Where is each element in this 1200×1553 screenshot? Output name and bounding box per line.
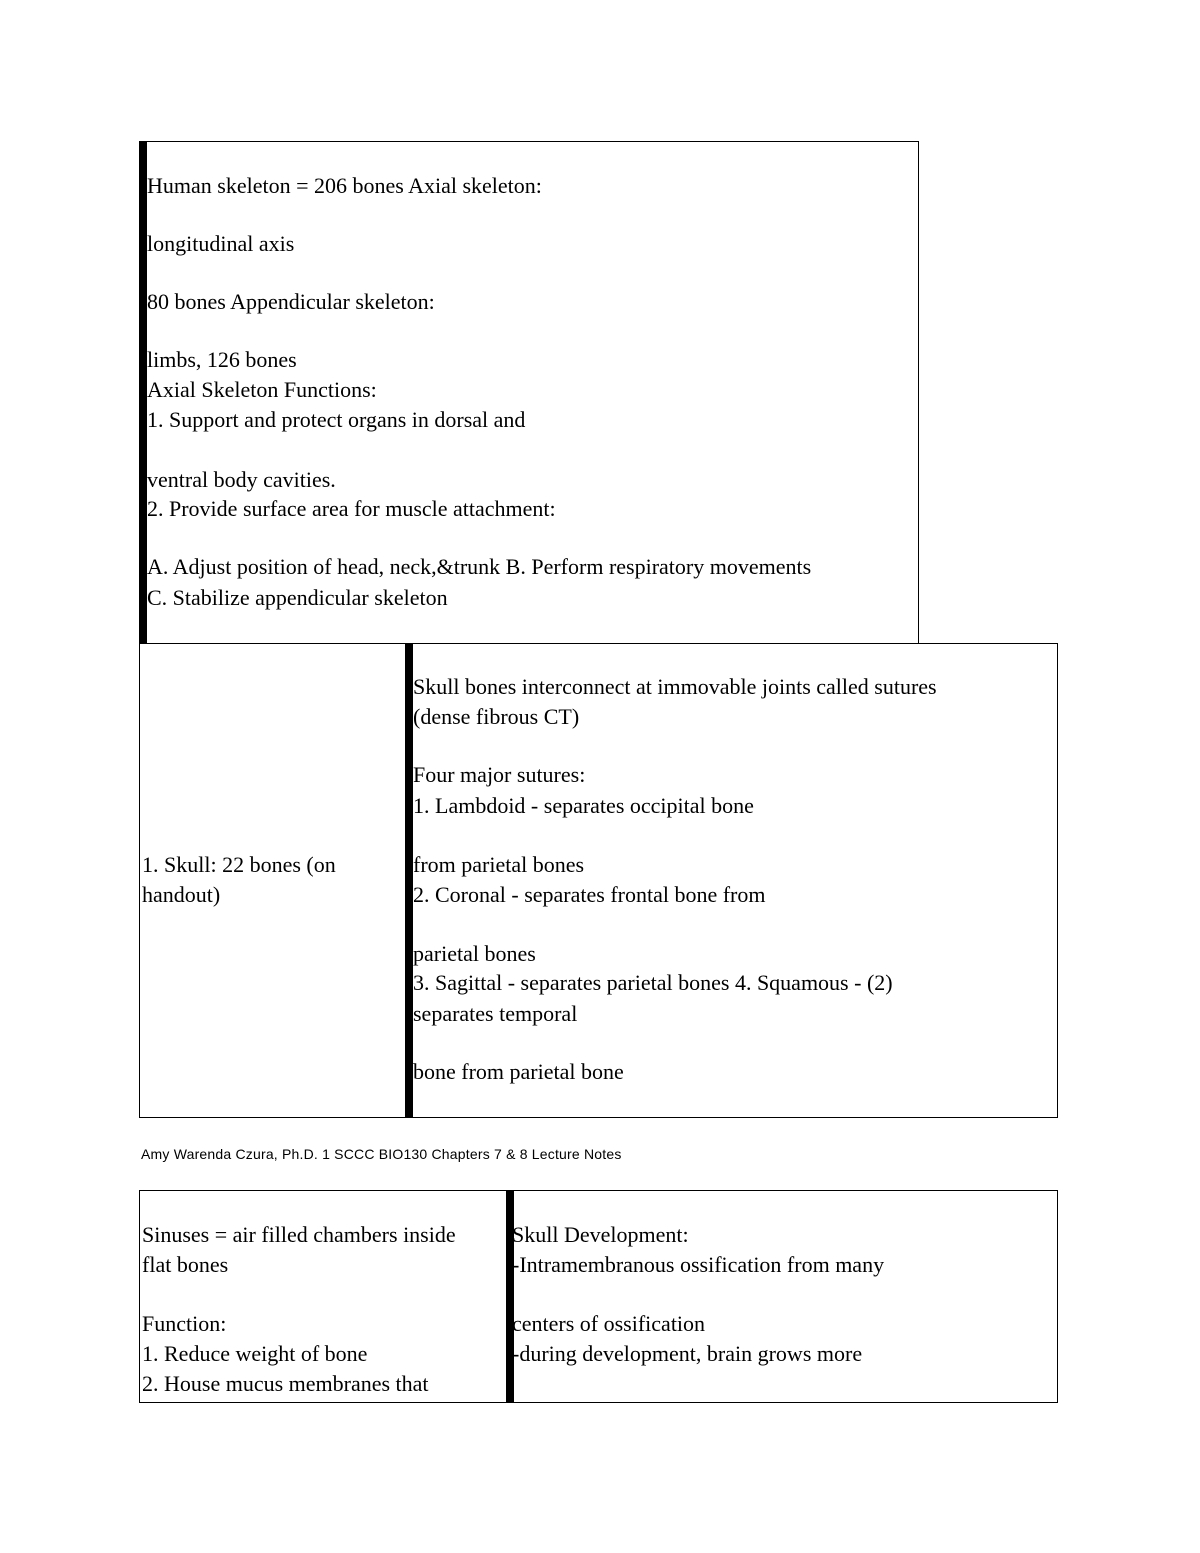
skull-right-line-2: (dense fibrous CT): [413, 704, 580, 729]
skull-right-line-5: from parietal bones: [413, 852, 585, 877]
skull-right-line-3: Four major sutures:: [413, 762, 586, 787]
skull-box-divider: [405, 643, 413, 1118]
skull-left-line-1: 1. Skull: 22 bones (on: [142, 852, 336, 877]
skull-right-line-6: 2. Coronal - separates frontal bone from: [413, 882, 766, 907]
development-right-line-3: centers of ossification: [512, 1311, 706, 1336]
axial-line-9: A. Adjust position of head, neck,&trunk B. Perform respiratory movements: [147, 554, 812, 579]
skull-left-line-2: handout): [142, 882, 221, 907]
axial-line-10: C. Stabilize appendicular skeleton: [147, 585, 448, 610]
development-right-line-1: Skull Development:: [512, 1222, 689, 1247]
sinus-left-line-2: flat bones: [142, 1252, 229, 1277]
page-footer: Amy Warenda Czura, Ph.D. 1 SCCC BIO130 Chapters 7 & 8 Lecture Notes: [141, 1146, 622, 1162]
skull-right-line-10: bone from parietal bone: [413, 1059, 624, 1084]
axial-line-8: 2. Provide surface area for muscle attachment:: [147, 496, 556, 521]
axial-line-7: ventral body cavities.: [147, 467, 336, 492]
skull-right-line-7: parietal bones: [413, 941, 536, 966]
skull-right-line-8: 3. Sagittal - separates parietal bones 4. Squamous - (2): [413, 970, 893, 995]
axial-line-2: longitudinal axis: [147, 231, 295, 256]
sinus-left-line-5: 2. House mucus membranes that: [142, 1371, 429, 1396]
axial-line-5: Axial Skeleton Functions:: [147, 377, 377, 402]
axial-line-4: limbs, 126 bones: [147, 347, 297, 372]
axial-line-6: 1. Support and protect organs in dorsal and: [147, 407, 526, 432]
sinus-left-line-1: Sinuses = air filled chambers inside: [142, 1222, 456, 1247]
sinus-left-line-4: 1. Reduce weight of bone: [142, 1341, 368, 1366]
skull-right-line-9: separates temporal: [413, 1001, 578, 1026]
skull-right-line-1: Skull bones interconnect at immovable joints called sutures: [413, 674, 937, 699]
axial-line-3: 80 bones Appendicular skeleton:: [147, 289, 435, 314]
sinus-left-line-3: Function:: [142, 1311, 227, 1336]
development-right-line-2: -Intramembranous ossification from many: [512, 1252, 885, 1277]
axial-line-1: Human skeleton = 206 bones Axial skeleton:: [147, 173, 542, 198]
skull-right-line-4: 1. Lambdoid - separates occipital bone: [413, 793, 754, 818]
development-right-line-4: -during development, brain grows more: [512, 1341, 863, 1366]
axial-box-left-rule: [139, 141, 147, 644]
